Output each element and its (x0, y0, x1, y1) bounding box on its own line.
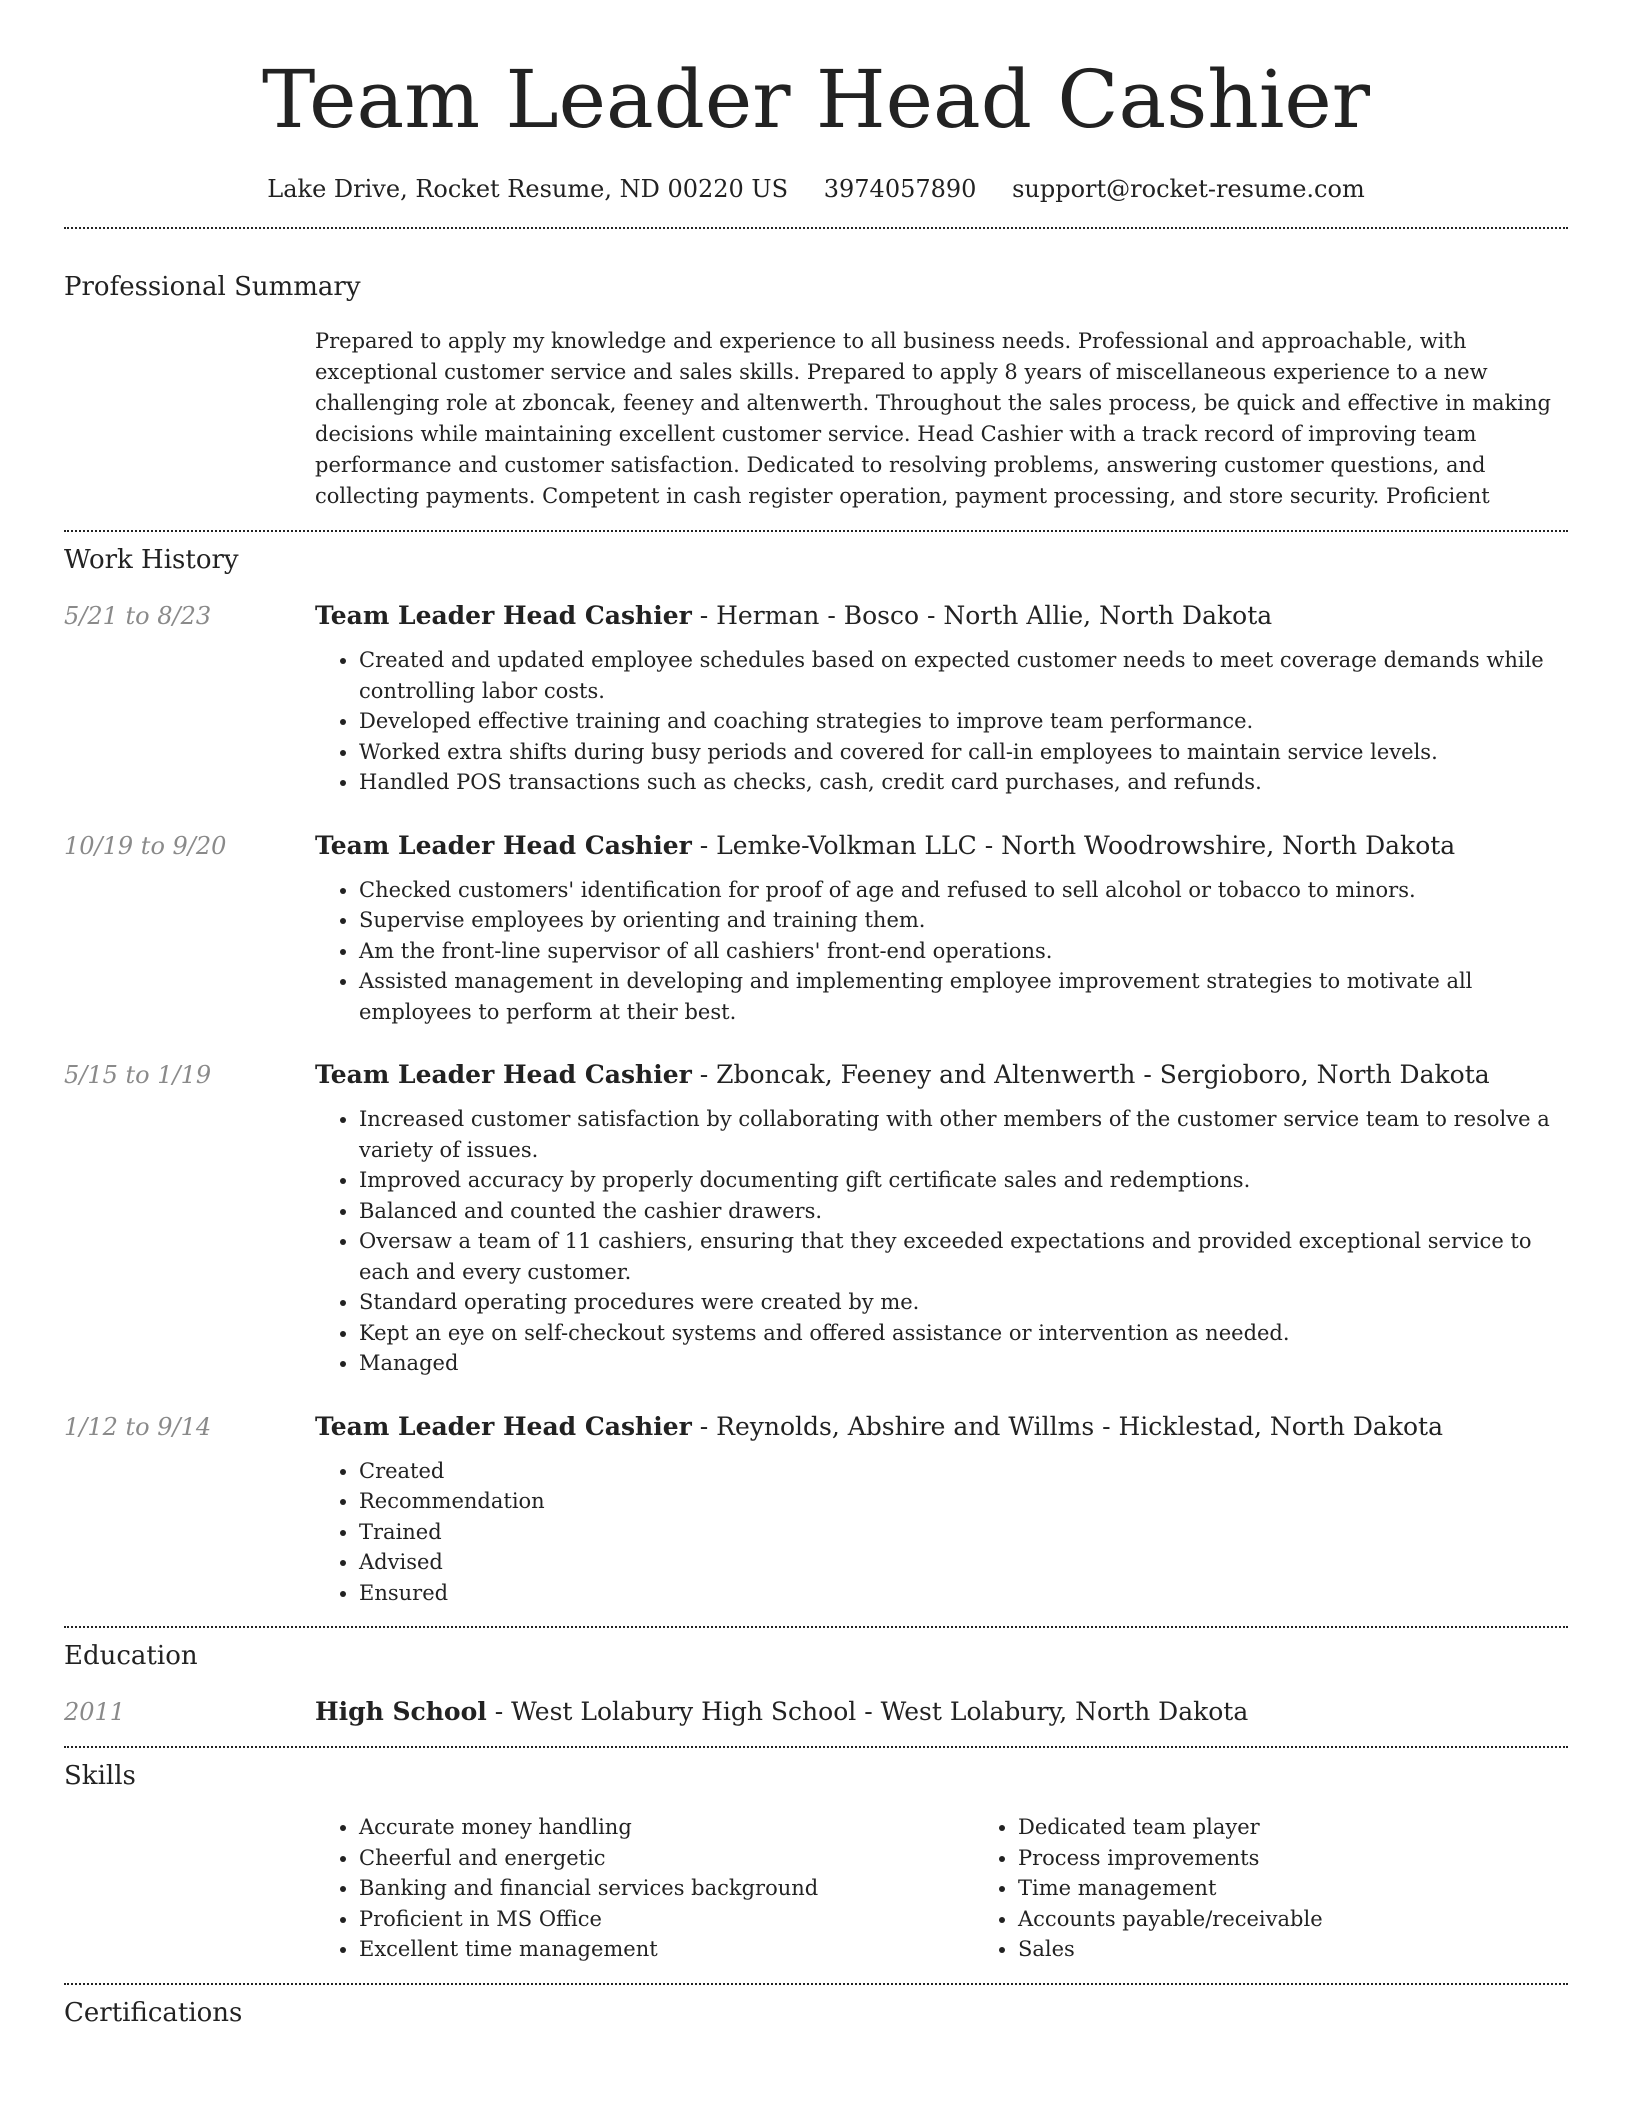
job-entry (64, 829, 1568, 1028)
list-item: • Increased customer satisfaction by collaborating with other members of the customer service team to resolve a variety of issues. (359, 1104, 1568, 1165)
list-item: • Improved accuracy by properly documenting gift certificate sales and redemptions. (359, 1165, 1568, 1196)
work-history-section (64, 542, 1568, 1608)
section-divider (64, 227, 1568, 229)
job-bullets (315, 645, 1568, 798)
section-divider (64, 1983, 1568, 1985)
education-section (64, 1638, 1568, 1729)
job-role: Team Leader Head Cashier (315, 830, 692, 860)
job-body (315, 599, 1568, 798)
section-divider (64, 1626, 1568, 1628)
job-body (315, 1410, 1568, 1609)
job-dates: 5/21 to 8/23 (64, 602, 212, 630)
skills-section (64, 1758, 1568, 1965)
list-item: • Trained (359, 1517, 1568, 1548)
job-title (315, 599, 1568, 633)
list-item: • Checked customers' identification for proof of age and refused to sell alcohol or tobacco to minors. (359, 875, 1568, 906)
summary-title: Professional Summary (64, 272, 361, 302)
list-item: • Am the front-line supervisor of all cashiers' front-end operations. (359, 936, 1568, 967)
education-entry (64, 1695, 1568, 1729)
list-item: • Developed effective training and coaching strategies to improve team performance. (359, 706, 1568, 737)
summary-text: Prepared to apply my knowledge and experience to all business needs. Professional and approachable, with exceptional customer service and sales skills. Prepared to apply 8 years of miscellaneous experience to a new challenging role at zboncak, feeney and altenwerth. Throughout the sales process, be quick and effective in making decisions while maintaining excellent customer service. Head Cashier with a track record of improving team performance and customer satisfaction. Dedicated to resolving problems, answering customer questions, and collecting payments. Competent in cash register operation, payment processing, and store security. Proficient (315, 329, 1551, 508)
education-details: - West Lolabury High School - West Lolabury, North Dakota (486, 1697, 1249, 1726)
section-divider (64, 1746, 1568, 1748)
list-item: • Managed (359, 1348, 1568, 1379)
job-details: - Lemke-Volkman LLC - North Woodrowshire, North Dakota (691, 830, 1456, 860)
job-entry (64, 1058, 1568, 1379)
list-item: • Created and updated employee schedules based on expected customer needs to meet coverage demands while controlling labor costs. (359, 645, 1568, 706)
skill-item: • Accounts payable/receivable (1018, 1904, 1632, 1935)
work-history-title: Work History (64, 545, 239, 575)
skills-list-right (974, 1812, 1632, 1965)
list-item: • Assisted management in developing and implementing employee improvement strategies to motivate all employees to perform at their best. (359, 966, 1568, 1027)
skill-item: • Cheerful and energetic (359, 1843, 974, 1874)
education-title-line (315, 1695, 1568, 1729)
list-item: • Recommendation (359, 1486, 1568, 1517)
skill-item: • Dedicated team player (1018, 1812, 1632, 1843)
certifications-title: Certifications (64, 1997, 243, 2028)
summary-section (64, 269, 1568, 512)
list-item: • Standard operating procedures were created by me. (359, 1287, 1568, 1318)
job-dates: 5/15 to 1/19 (64, 1061, 212, 1089)
education-degree: High School (315, 1697, 487, 1726)
job-entry (64, 1410, 1568, 1609)
education-body (315, 1695, 1568, 1729)
contact-line (0, 172, 1632, 206)
job-title (315, 1410, 1568, 1444)
resume-header (0, 0, 1632, 206)
list-item: • Supervise employees by orienting and training them. (359, 905, 1568, 936)
skills-list-left (315, 1812, 974, 1965)
list-item: • Oversaw a team of 11 cashiers, ensuring that they exceeded expectations and provided exceptional service to each and every customer. (359, 1226, 1568, 1287)
job-body (315, 1058, 1568, 1379)
certifications-section (64, 1995, 1568, 2031)
job-role: Team Leader Head Cashier (315, 1060, 692, 1089)
job-bullets (315, 1456, 1568, 1609)
list-item: • Balanced and counted the cashier drawers. (359, 1196, 1568, 1227)
list-item: • Handled POS transactions such as checks, cash, credit card purchases, and refunds. (359, 767, 1568, 798)
candidate-name: Team Leader Head Cashier (262, 53, 1370, 146)
education-year: 2011 (64, 1698, 126, 1726)
list-item: • Kept an eye on self-checkout systems and offered assistance or intervention as needed. (359, 1318, 1568, 1349)
job-bullets (315, 875, 1568, 1028)
section-divider (64, 530, 1568, 532)
job-dates: 1/12 to 9/14 (64, 1412, 212, 1441)
list-item: • Worked extra shifts during busy periods and covered for call-in employees to maintain service levels. (359, 737, 1568, 768)
skill-item: • Time management (1018, 1873, 1632, 1904)
job-title (315, 1058, 1568, 1092)
job-bullets (315, 1104, 1568, 1379)
skills-title: Skills (64, 1761, 136, 1791)
skill-item: • Excellent time management (359, 1934, 974, 1965)
skill-item: • Banking and financial services background (359, 1873, 974, 1904)
contact-address: Lake Drive, Rocket Resume, ND 00220 US (267, 175, 789, 203)
list-item: • Created (359, 1456, 1568, 1487)
job-role: Team Leader Head Cashier (315, 601, 692, 630)
skill-item: • Proficient in MS Office (359, 1904, 974, 1935)
job-dates: 10/19 to 9/20 (64, 831, 227, 860)
job-details: - Zboncak, Feeney and Altenwerth - Sergioboro, North Dakota (691, 1060, 1490, 1089)
education-title: Education (64, 1641, 198, 1671)
job-role: Team Leader Head Cashier (315, 1411, 692, 1441)
contact-phone: 3974057890 (823, 175, 977, 203)
job-details: - Reynolds, Abshire and Willms - Hicklestad, North Dakota (691, 1411, 1443, 1441)
job-details: - Herman - Bosco - North Allie, North Dakota (691, 601, 1273, 630)
job-body (315, 829, 1568, 1028)
skill-item: • Process improvements (1018, 1843, 1632, 1874)
job-entry (64, 599, 1568, 798)
job-title (315, 829, 1568, 863)
skill-item: • Sales (1018, 1934, 1632, 1965)
list-item: • Ensured (359, 1578, 1568, 1609)
contact-email: support@rocket-resume.com (1012, 175, 1365, 203)
skills-columns (315, 1812, 1568, 1965)
skill-item: • Accurate money handling (359, 1812, 974, 1843)
list-item: • Advised (359, 1547, 1568, 1578)
